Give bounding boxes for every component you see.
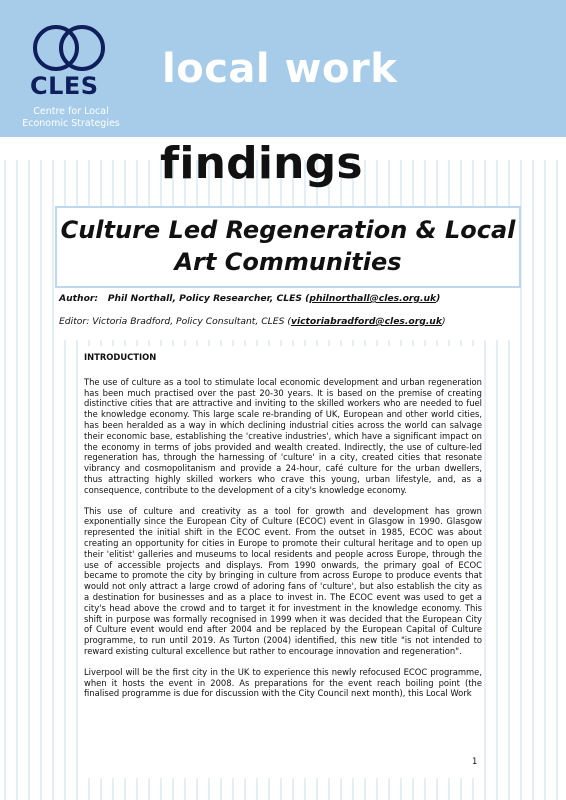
series-subtitle: findings [160, 138, 363, 189]
cles-logo-rings-icon [30, 24, 110, 76]
document-title: Culture Led Regeneration & Local Art Communities [60, 216, 516, 276]
paragraph: The use of culture as a tool to stimulate local economic development and urban regeneration has been much practised over the past 20-30 years. It is based on the premise of creating distinctive cities that are attractive and inviting to the skilled workers who are needed to fuel the knowledge economy. This large scale re-branding of UK, European and other world cities, has been heralded as a way in which declining industrial cities across the world can salvage their economic base, establishing the 'creative industries', which have a significant impact on the economy in terms of jobs provided and wealth created. Indirectly, the use of culture-led regeneration has, through the harnessing of 'culture' in a city, created cities that resonate vibrancy and cosmopolitanism and provide a 24-hour, café culture for the urban dwellers, thus attracting highly skilled workers who crave this young, urban lifestyle, and, as a consequence, contribute to the development of a city's knowledge economy. [84, 376, 482, 495]
header-banner [0, 0, 566, 137]
logo-subtitle: Centre for Local Economic Strategies [22, 106, 120, 129]
background-stripe [40, 160, 42, 800]
editor-text: Victoria Bradford, Policy Consultant, CLES [92, 316, 285, 327]
section-heading: INTRODUCTION [84, 352, 157, 362]
author-email-link[interactable]: philnorthall@cles.org.uk [309, 293, 437, 304]
credits-block [55, 288, 517, 340]
logo-text: CLES [30, 72, 99, 100]
background-stripe [16, 160, 18, 800]
editor-line: Editor: Victoria Bradford, Policy Consultant, CLES (victoriabradford@cles.org.uk) [59, 316, 446, 327]
author-line: Author: Phil Northall, Policy Researcher, CLES (philnorthall@cles.org.uk) [59, 293, 441, 304]
editor-email-link[interactable]: victoriabradford@cles.org.uk [290, 316, 442, 327]
body-content [84, 346, 482, 778]
background-stripe [28, 160, 30, 800]
title-box [55, 206, 521, 288]
editor-label: Editor: [59, 316, 90, 327]
background-stripe [4, 160, 6, 800]
series-title: local work [162, 46, 398, 92]
page-number: 1 [472, 756, 478, 766]
author-label: Author: [59, 293, 99, 304]
background-stripe [556, 160, 558, 800]
background-stripe [532, 160, 534, 800]
background-stripe [544, 160, 546, 800]
background-stripe [52, 160, 54, 800]
paragraph: Liverpool will be the first city in the UK to experience this newly refocused ECOC programme, when it hosts the event in 2008. As preparations for the event reach boiling point (the finalised programme is due for discussion with the City Council next month), this Local Work [84, 666, 482, 699]
author-text: Phil Northall, Policy Researcher, CLES [107, 293, 302, 304]
paragraph: This use of culture and creativity as a tool for growth and development has grown exponentially since the European City of Culture (ECOC) event in Glasgow in 1990. Glasgow represented the initial shift in the ECOC event. From the outset in 1985, ECOC was about creating an opportunity for cities in Europe to promote their cultural heritage and to open up their 'elitist' galleries and museums to local residents and people across Europe, through the use of accessible projects and displays. From 1990 onwards, the primary goal of ECOC became to promote the city by bringing in culture from across Europe to produce events that would not only attract a large crowd of adoring fans of 'culture', but also establish the city as a destination for businesses and as a place to invest in. The ECOC event was used to get a city's head above the crowd and to target it for investment in the knowledge economy. This shift in purpose was formally recognised in 1999 when it was decided that the European City of Culture event would end after 2004 and be replaced by the European Capital of Culture programme, to run until 2019. As Turton (2004) identified, this new title "is not intended to reward existing cultural excellence but rather to encourage innovation and regeneration". [84, 505, 482, 656]
